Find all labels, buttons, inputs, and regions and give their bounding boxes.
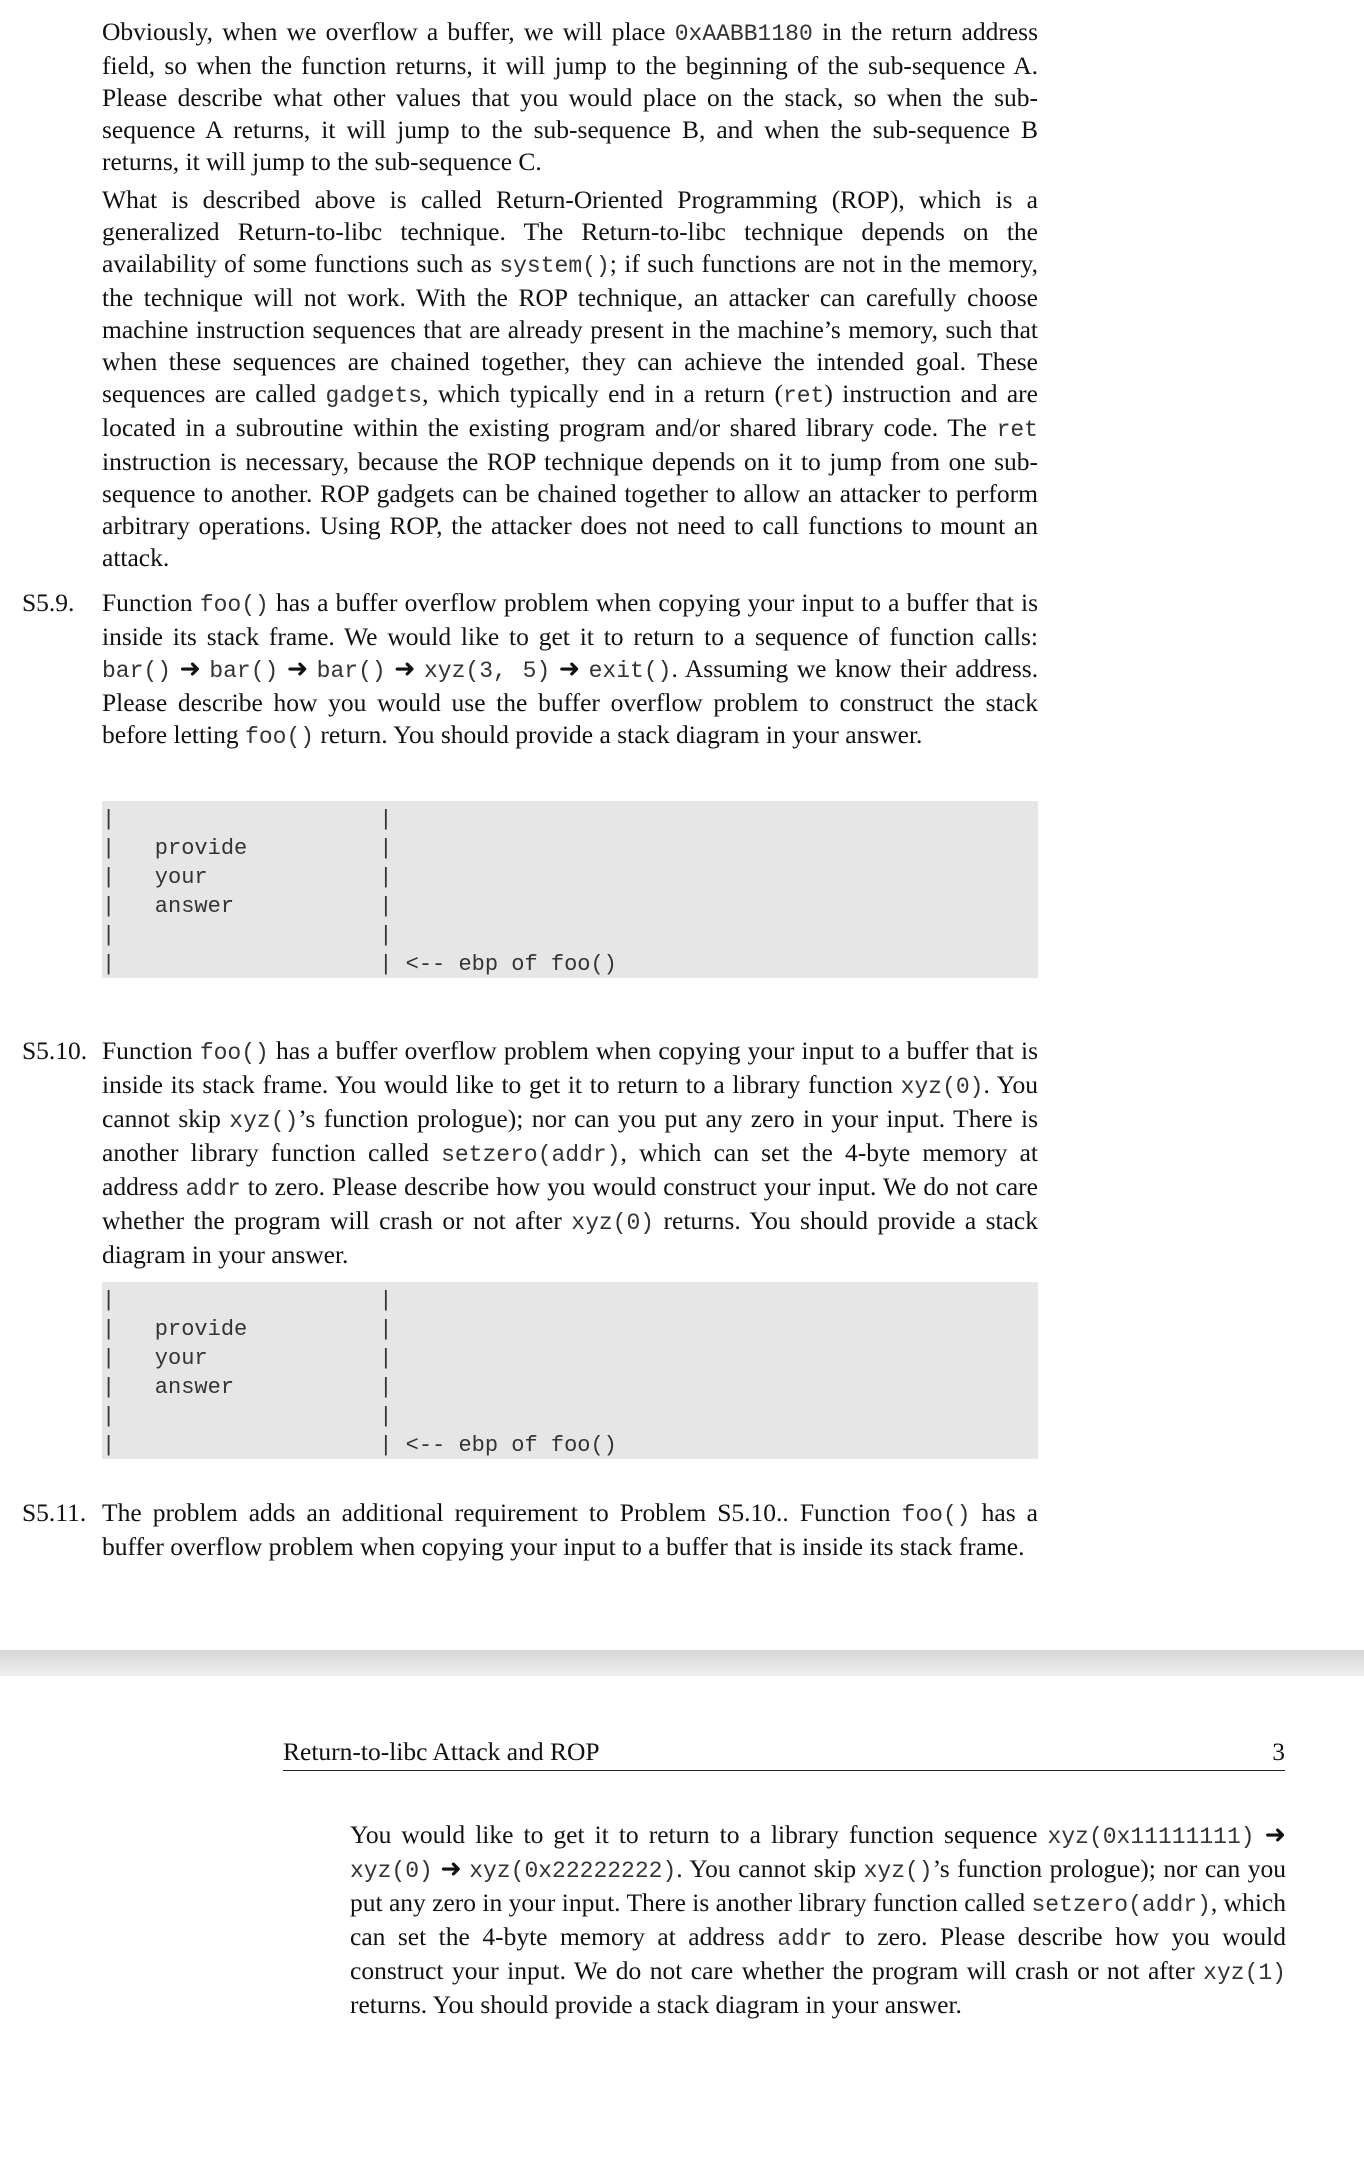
problem-number: S5.10. [22,1036,88,1065]
page-number: 3 [1272,1737,1285,1766]
arrow-icon: ➜ [558,654,581,683]
problem-text: Function foo() has a buffer overflow problem when copying your input to a buffer that is inside its stack frame. We would like to get it to return to a sequence of function calls: bar() ➜ bar() ➜ bar() ➜ xyz(3, 5) ➜ exit(). Assuming we know their address. Please describe how you would use the buffer overflow problem to construct the stack before letting foo() return. You should provide a stack diagram in your answer. [102,588,1039,750]
page-break-divider [0,1650,1364,1676]
problem-text: The problem adds an additional requirement to Problem S5.10.. Function foo() has a buffer overflow problem when copying your input to a buffer that is inside its stack frame. [102,1498,1039,1561]
stack-diagram-text: | | | provide | | your | | answer | | | | | <-- ebp of foo() [102,1288,617,1458]
arrow-icon: ➜ [286,654,309,683]
problem-s5-11 [22,1497,1038,1563]
answer-stack-diagram-2 [102,1282,1038,1459]
problem-text: Function foo() has a buffer overflow problem when copying your input to a buffer that is inside its stack frame. You would like to get it to return to a library function xyz(0). You cannot skip xyz()’s function prologue); nor can you put any zero in your input. There is another library function called setzero(addr), which can set the 4-byte memory at address addr to zero. Please describe how you would construct your input. We do not care whether the program will crash or not after xyz(0) returns. You should provide a stack diagram in your answer. [102,1036,1039,1269]
arrow-icon: ➜ [440,1854,462,1883]
problem-s5-9 [22,587,1038,753]
problem-number: S5.9. [22,588,75,617]
stack-diagram-text: | | | provide | | your | | answer | | | | | <-- ebp of foo() [102,807,617,977]
answer-stack-diagram-1 [102,801,1038,978]
paragraph-rop-intro: Obviously, when we overflow a buffer, we will place 0xAABB1180 in the return address field, so when the function returns, it will jump to the beginning of the sub-sequence A. Please describe what other values that you would place on the stack, so when the sub-sequence A returns, it will jump to the sub-sequence B, and when the sub-sequence B returns, it will jump to the sub-sequence C. [102,17,1038,176]
paragraph-rop-definition: What is described above is called Return-Oriented Programming (ROP), which is a generalized Return-to-libc technique. The Return-to-libc technique depends on the availability of some functions such as system(); if such functions are not in the memory, the technique will not work. With the ROP technique, an attacker can carefully choose machine instruction sequences that are already present in the machine’s memory, such that when these sequences are chained together, they can achieve the intended goal. These sequences are called gadgets, which typically end in a return (ret) instruction and are located in a subroutine within the existing program and/or shared library code. The ret instruction is necessary, because the ROP technique depends on it to jump from one sub-sequence to another. ROP gadgets can be chained together to allow an attacker to perform arbitrary operations. Using ROP, the attacker does not need to call functions to mount an attack. [102,185,1038,572]
header-title: Return-to-libc Attack and ROP [283,1737,600,1766]
problem-s5-11-continued: You would like to get it to return to a library function sequence xyz(0x11111111) ➜ xyz(0) ➜ xyz(0x22222222). You cannot skip xyz()’s function prologue); nor can you put any zero in your input. There is another library function called setzero(addr), which can set the 4-byte memory at address addr to zero. Please describe how you would construct your input. We do not care whether the program will crash or not after xyz(1) returns. You should provide a stack diagram in your answer. [350,1820,1287,2019]
problem-number: S5.11. [22,1498,87,1527]
arrow-icon: ➜ [394,654,416,683]
problem-s5-10 [22,1035,1038,1271]
arrow-icon: ➜ [179,654,201,683]
running-header [283,1736,1285,1771]
arrow-icon: ➜ [1264,1820,1287,1849]
